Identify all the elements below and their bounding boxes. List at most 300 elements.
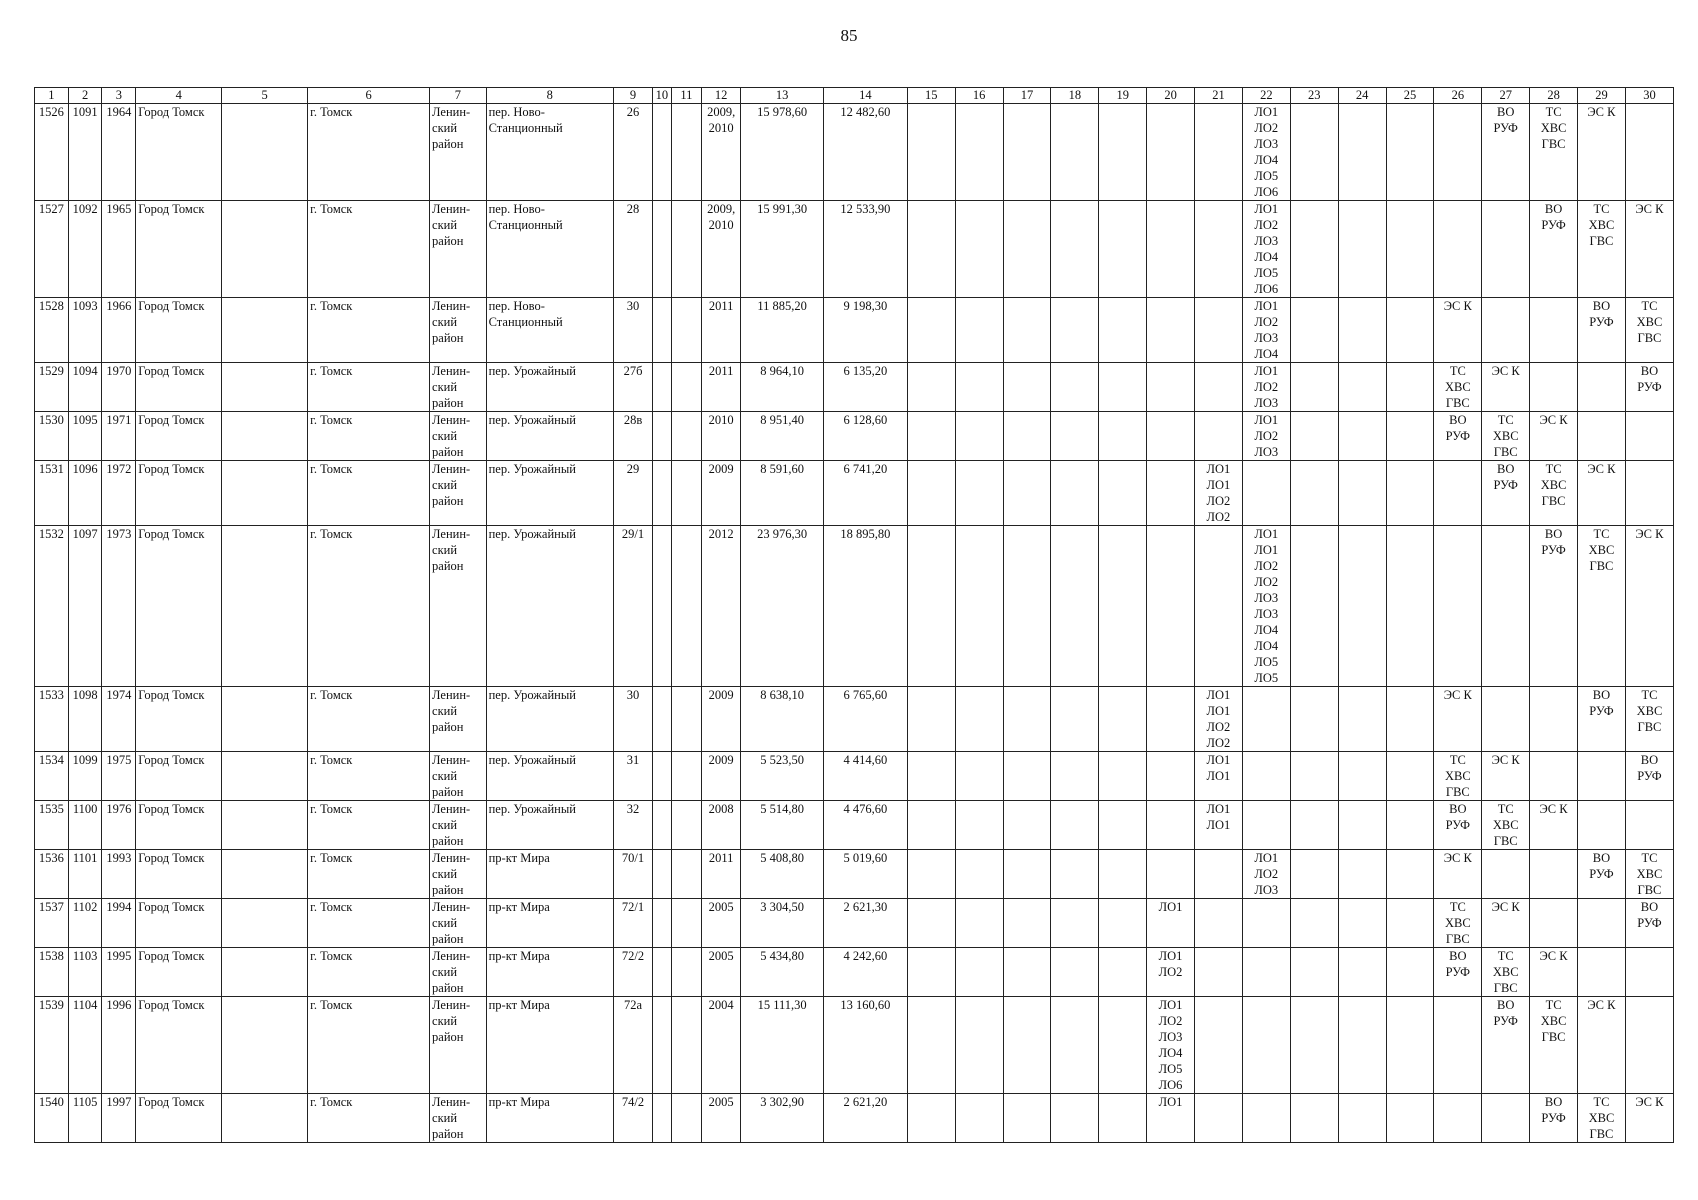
table-cell: [671, 298, 701, 363]
table-cell: [671, 412, 701, 461]
table-cell: 2004: [702, 997, 741, 1094]
table-cell: [1003, 997, 1051, 1094]
table-cell: [671, 201, 701, 298]
table-cell: ЛО1 ЛО2 ЛО3: [1242, 850, 1290, 899]
table-cell: [1386, 104, 1434, 201]
table-cell: пер. Урожайный: [486, 526, 613, 687]
table-cell: [1051, 801, 1099, 850]
table-cell: ВО РУФ: [1625, 752, 1673, 801]
column-header-25: 25: [1386, 88, 1434, 104]
table-cell: [1147, 752, 1195, 801]
table-cell: 29: [613, 461, 652, 526]
table-cell: [1003, 526, 1051, 687]
column-header-5: 5: [222, 88, 308, 104]
table-cell: [1290, 526, 1338, 687]
table-cell: ТС ХВС ГВС: [1578, 1094, 1626, 1143]
table-cell: [653, 948, 672, 997]
table-cell: [907, 948, 955, 997]
table-cell: [1099, 363, 1147, 412]
table-cell: 6 741,20: [823, 461, 907, 526]
column-header-13: 13: [741, 88, 824, 104]
table-cell: пр-кт Мира: [486, 1094, 613, 1143]
table-cell: ЭС К: [1530, 801, 1578, 850]
table-cell: ЛО1 ЛО2: [1147, 948, 1195, 997]
table-cell: [1482, 687, 1530, 752]
table-cell: [1195, 1094, 1243, 1143]
table-cell: 2 621,30: [823, 899, 907, 948]
table-cell: [1099, 997, 1147, 1094]
table-cell: [222, 850, 308, 899]
table-row: [35, 363, 1674, 412]
table-cell: [222, 104, 308, 201]
column-header-12: 12: [702, 88, 741, 104]
table-cell: [653, 461, 672, 526]
column-header-4: 4: [136, 88, 222, 104]
table-cell: [1099, 1094, 1147, 1143]
table-cell: [1195, 412, 1243, 461]
table-cell: [1386, 363, 1434, 412]
table-row: [35, 850, 1674, 899]
table-cell: [222, 752, 308, 801]
table-cell: [1195, 899, 1243, 948]
table-cell: ТС ХВС ГВС: [1482, 412, 1530, 461]
table-cell: 8 951,40: [741, 412, 824, 461]
table-cell: [1625, 997, 1673, 1094]
table-cell: [671, 948, 701, 997]
table-cell: пер. Урожайный: [486, 801, 613, 850]
table-cell: [671, 899, 701, 948]
table-cell: Ленин- ский район: [430, 526, 487, 687]
table-cell: [1051, 461, 1099, 526]
table-cell: [1338, 850, 1386, 899]
table-cell: [222, 526, 308, 687]
table-cell: [1386, 899, 1434, 948]
table-cell: [955, 526, 1003, 687]
table-cell: г. Томск: [308, 801, 430, 850]
table-cell: [1290, 412, 1338, 461]
table-cell: [671, 687, 701, 752]
table-cell: [671, 850, 701, 899]
table-cell: 5 408,80: [741, 850, 824, 899]
table-cell: 2009, 2010: [702, 104, 741, 201]
table-cell: 2005: [702, 948, 741, 997]
table-cell: 31: [613, 752, 652, 801]
table-cell: 2009: [702, 461, 741, 526]
table-cell: [955, 801, 1003, 850]
table-cell: [1147, 412, 1195, 461]
table-cell: [1625, 461, 1673, 526]
table-cell: [1338, 298, 1386, 363]
table-cell: 72/1: [613, 899, 652, 948]
table-cell: 1997: [102, 1094, 136, 1143]
table-cell: 1972: [102, 461, 136, 526]
table-cell: 29/1: [613, 526, 652, 687]
table-cell: ТС ХВС ГВС: [1434, 752, 1482, 801]
table-cell: [1338, 526, 1386, 687]
table-cell: 26: [613, 104, 652, 201]
table-cell: 1538: [35, 948, 69, 997]
table-cell: ЭС К: [1434, 298, 1482, 363]
table-cell: 1966: [102, 298, 136, 363]
table-cell: [1051, 997, 1099, 1094]
table-cell: ЛО1 ЛО2 ЛО3: [1242, 412, 1290, 461]
table-cell: ВО РУФ: [1530, 1094, 1578, 1143]
table-cell: ТС ХВС ГВС: [1530, 997, 1578, 1094]
table-cell: [1195, 850, 1243, 899]
table-cell: [907, 850, 955, 899]
table-cell: [955, 461, 1003, 526]
table-cell: ЛО1 ЛО1 ЛО2 ЛО2: [1195, 687, 1243, 752]
table-cell: ВО РУФ: [1625, 899, 1673, 948]
table-cell: 1976: [102, 801, 136, 850]
table-cell: [1099, 412, 1147, 461]
table-cell: [1003, 948, 1051, 997]
table-cell: Город Томск: [136, 687, 222, 752]
table-cell: [1338, 104, 1386, 201]
table-cell: 1104: [68, 997, 102, 1094]
table-cell: Город Томск: [136, 850, 222, 899]
table-cell: ЭС К: [1482, 363, 1530, 412]
table-cell: [1242, 801, 1290, 850]
table-cell: [671, 363, 701, 412]
table-cell: [1003, 104, 1051, 201]
table-cell: г. Томск: [308, 752, 430, 801]
table-cell: [1242, 687, 1290, 752]
table-cell: [907, 412, 955, 461]
table-cell: [653, 752, 672, 801]
column-header-21: 21: [1195, 88, 1243, 104]
table-cell: [1051, 104, 1099, 201]
table-cell: ЭС К: [1530, 412, 1578, 461]
table-cell: ВО РУФ: [1482, 104, 1530, 201]
table-cell: 15 111,30: [741, 997, 824, 1094]
table-cell: 1534: [35, 752, 69, 801]
table-cell: 6 128,60: [823, 412, 907, 461]
table-cell: [1386, 1094, 1434, 1143]
table-cell: 5 514,80: [741, 801, 824, 850]
table-cell: [1386, 850, 1434, 899]
table-cell: [907, 526, 955, 687]
table-cell: 3 302,90: [741, 1094, 824, 1143]
table-cell: 1965: [102, 201, 136, 298]
table-cell: [907, 687, 955, 752]
table-cell: ТС ХВС ГВС: [1625, 687, 1673, 752]
table-cell: 1100: [68, 801, 102, 850]
table-cell: 1971: [102, 412, 136, 461]
table-cell: Ленин- ский район: [430, 201, 487, 298]
table-cell: [1242, 948, 1290, 997]
table-cell: [1530, 752, 1578, 801]
table-cell: [1386, 526, 1434, 687]
table-cell: [907, 1094, 955, 1143]
table-cell: [653, 526, 672, 687]
table-cell: [1099, 850, 1147, 899]
table-cell: 1095: [68, 412, 102, 461]
table-cell: Город Томск: [136, 899, 222, 948]
table-cell: 1102: [68, 899, 102, 948]
table-cell: 2011: [702, 298, 741, 363]
table-cell: 32: [613, 801, 652, 850]
table-cell: [1290, 363, 1338, 412]
table-row: [35, 801, 1674, 850]
table-cell: 2009, 2010: [702, 201, 741, 298]
table-cell: Город Томск: [136, 997, 222, 1094]
table-cell: [1099, 687, 1147, 752]
table-cell: [1003, 850, 1051, 899]
table-cell: [1290, 948, 1338, 997]
table-cell: 3 304,50: [741, 899, 824, 948]
column-header-2: 2: [68, 88, 102, 104]
table-cell: 1528: [35, 298, 69, 363]
table-cell: [653, 997, 672, 1094]
table-cell: Ленин- ский район: [430, 997, 487, 1094]
table-cell: [1242, 752, 1290, 801]
table-cell: Город Томск: [136, 363, 222, 412]
table-cell: г. Томск: [308, 948, 430, 997]
table-cell: 28в: [613, 412, 652, 461]
column-header-1: 1: [35, 88, 69, 104]
table-cell: [1051, 1094, 1099, 1143]
table-cell: [653, 801, 672, 850]
table-cell: 2012: [702, 526, 741, 687]
table-cell: [907, 752, 955, 801]
table-cell: ЭС К: [1482, 899, 1530, 948]
table-cell: 1093: [68, 298, 102, 363]
table-cell: 1527: [35, 201, 69, 298]
table-row: [35, 899, 1674, 948]
table-cell: [1195, 298, 1243, 363]
table-row: [35, 461, 1674, 526]
table-row: [35, 752, 1674, 801]
table-cell: [1434, 104, 1482, 201]
table-cell: 8 591,60: [741, 461, 824, 526]
table-cell: 2011: [702, 363, 741, 412]
table-cell: [222, 412, 308, 461]
table-cell: [653, 363, 672, 412]
table-cell: Город Томск: [136, 104, 222, 201]
table-cell: 11 885,20: [741, 298, 824, 363]
table-cell: [1195, 948, 1243, 997]
table-cell: [1578, 948, 1626, 997]
table-cell: 1540: [35, 1094, 69, 1143]
table-cell: 4 414,60: [823, 752, 907, 801]
table-cell: Ленин- ский район: [430, 850, 487, 899]
table-cell: ВО РУФ: [1530, 526, 1578, 687]
table-cell: г. Томск: [308, 1094, 430, 1143]
table-cell: пр-кт Мира: [486, 948, 613, 997]
table-cell: пер. Урожайный: [486, 687, 613, 752]
table-cell: [1530, 850, 1578, 899]
table-cell: 1096: [68, 461, 102, 526]
table-cell: [1386, 997, 1434, 1094]
table-cell: г. Томск: [308, 526, 430, 687]
table-cell: ВО РУФ: [1434, 801, 1482, 850]
table-cell: [1290, 752, 1338, 801]
table-cell: пер. Ново- Станционный: [486, 104, 613, 201]
table-cell: [1530, 363, 1578, 412]
table-row: [35, 412, 1674, 461]
table-cell: [1003, 801, 1051, 850]
table-cell: [1147, 461, 1195, 526]
page-number: 85: [840, 26, 858, 45]
table-cell: [1099, 201, 1147, 298]
table-cell: [1625, 801, 1673, 850]
table-cell: [1386, 752, 1434, 801]
table-cell: 4 242,60: [823, 948, 907, 997]
table-cell: Город Томск: [136, 298, 222, 363]
table-cell: ТС ХВС ГВС: [1530, 461, 1578, 526]
table-cell: [955, 997, 1003, 1094]
column-header-7: 7: [430, 88, 487, 104]
table-cell: [222, 298, 308, 363]
table-cell: ЛО1 ЛО1 ЛО2 ЛО2: [1195, 461, 1243, 526]
table-body: [35, 104, 1674, 1143]
table-cell: [955, 298, 1003, 363]
table-cell: пер. Урожайный: [486, 363, 613, 412]
table-cell: [1625, 412, 1673, 461]
table-cell: ТС ХВС ГВС: [1482, 801, 1530, 850]
table-cell: [1051, 948, 1099, 997]
table-cell: ВО РУФ: [1578, 298, 1626, 363]
table-cell: Ленин- ский район: [430, 687, 487, 752]
table-cell: 1091: [68, 104, 102, 201]
table-cell: [1434, 997, 1482, 1094]
table-cell: Ленин- ский район: [430, 752, 487, 801]
table-cell: 1973: [102, 526, 136, 687]
table-cell: [1290, 850, 1338, 899]
table-cell: [1195, 526, 1243, 687]
table-cell: [1147, 850, 1195, 899]
table-cell: 30: [613, 687, 652, 752]
table-cell: [955, 899, 1003, 948]
table-cell: ЭС К: [1578, 104, 1626, 201]
table-cell: Ленин- ский район: [430, 1094, 487, 1143]
table-cell: [1099, 801, 1147, 850]
table-cell: пер. Урожайный: [486, 461, 613, 526]
table-cell: Город Томск: [136, 801, 222, 850]
table-cell: 4 476,60: [823, 801, 907, 850]
table-cell: [653, 412, 672, 461]
table-cell: 1535: [35, 801, 69, 850]
table-cell: ЛО1 ЛО2 ЛО3: [1242, 363, 1290, 412]
table-cell: 23 976,30: [741, 526, 824, 687]
table-cell: 1532: [35, 526, 69, 687]
column-header-28: 28: [1530, 88, 1578, 104]
table-cell: [1578, 412, 1626, 461]
table-cell: [907, 997, 955, 1094]
table-cell: [1578, 801, 1626, 850]
table-cell: [1051, 412, 1099, 461]
table-cell: [1386, 201, 1434, 298]
table-cell: [1003, 201, 1051, 298]
table-cell: ВО РУФ: [1578, 850, 1626, 899]
table-cell: [1099, 104, 1147, 201]
table-row: [35, 104, 1674, 201]
table-cell: [1003, 1094, 1051, 1143]
table-cell: 72а: [613, 997, 652, 1094]
table-cell: ЭС К: [1625, 526, 1673, 687]
table-cell: Город Томск: [136, 1094, 222, 1143]
column-header-19: 19: [1099, 88, 1147, 104]
table-cell: ВО РУФ: [1434, 948, 1482, 997]
table-row: [35, 687, 1674, 752]
table-cell: [1195, 997, 1243, 1094]
table-cell: 1533: [35, 687, 69, 752]
table-cell: [1099, 948, 1147, 997]
table-cell: Город Томск: [136, 526, 222, 687]
table-cell: г. Томск: [308, 461, 430, 526]
table-cell: Город Томск: [136, 752, 222, 801]
table-cell: [1625, 948, 1673, 997]
table-cell: [1147, 801, 1195, 850]
table-cell: [1051, 201, 1099, 298]
table-cell: 1993: [102, 850, 136, 899]
table-cell: Город Томск: [136, 412, 222, 461]
table-cell: ВО РУФ: [1578, 687, 1626, 752]
table-cell: [1051, 363, 1099, 412]
table-cell: 72/2: [613, 948, 652, 997]
table-cell: ТС ХВС ГВС: [1625, 298, 1673, 363]
table-cell: 1097: [68, 526, 102, 687]
table-cell: пр-кт Мира: [486, 997, 613, 1094]
table-cell: г. Томск: [308, 363, 430, 412]
table-cell: ЭС К: [1578, 997, 1626, 1094]
table-cell: [653, 687, 672, 752]
table-cell: [1338, 363, 1386, 412]
table-cell: [1338, 801, 1386, 850]
table-cell: [907, 801, 955, 850]
table-cell: Ленин- ский район: [430, 363, 487, 412]
table-cell: [222, 899, 308, 948]
table-cell: 1537: [35, 899, 69, 948]
table-cell: [1099, 899, 1147, 948]
table-cell: [955, 687, 1003, 752]
table-cell: ВО РУФ: [1625, 363, 1673, 412]
table-cell: [1051, 752, 1099, 801]
table-cell: ВО РУФ: [1530, 201, 1578, 298]
table-cell: г. Томск: [308, 850, 430, 899]
table-cell: 1964: [102, 104, 136, 201]
table-cell: [1338, 752, 1386, 801]
table-cell: [1290, 899, 1338, 948]
table-cell: [1386, 298, 1434, 363]
table-cell: ТС ХВС ГВС: [1434, 363, 1482, 412]
table-cell: [1338, 899, 1386, 948]
table-cell: ЭС К: [1625, 201, 1673, 298]
table-cell: [1290, 687, 1338, 752]
table-cell: [1290, 461, 1338, 526]
table-cell: ЛО1 ЛО1: [1195, 752, 1243, 801]
table-cell: [1099, 461, 1147, 526]
table-cell: 15 991,30: [741, 201, 824, 298]
table-cell: [907, 298, 955, 363]
table-cell: Город Томск: [136, 201, 222, 298]
table-cell: 5 019,60: [823, 850, 907, 899]
table-cell: 70/1: [613, 850, 652, 899]
table-cell: 1536: [35, 850, 69, 899]
table-cell: [955, 948, 1003, 997]
table-cell: [955, 363, 1003, 412]
table-cell: Ленин- ский район: [430, 298, 487, 363]
table-cell: 2005: [702, 1094, 741, 1143]
table-cell: 1105: [68, 1094, 102, 1143]
table-cell: ЭС К: [1625, 1094, 1673, 1143]
table-cell: [222, 801, 308, 850]
table-cell: [1386, 948, 1434, 997]
table-cell: 12 533,90: [823, 201, 907, 298]
table-cell: [1003, 752, 1051, 801]
table-cell: г. Томск: [308, 298, 430, 363]
